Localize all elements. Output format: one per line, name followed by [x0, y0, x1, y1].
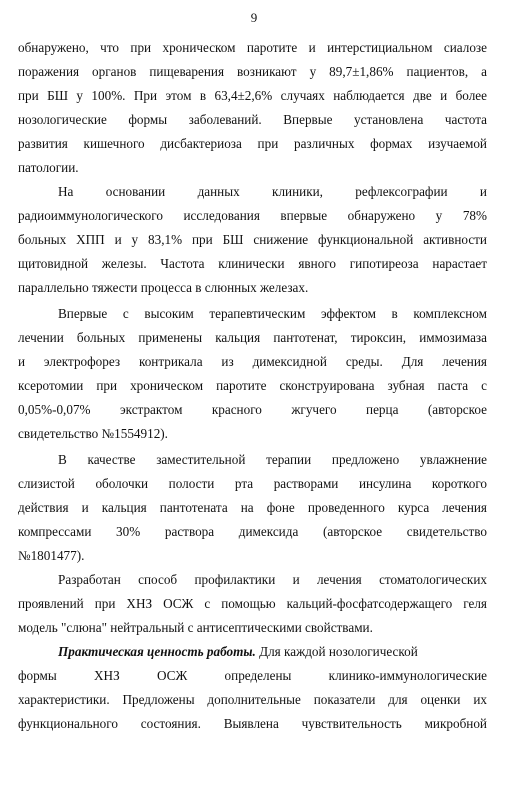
text-line: характеристики. Предложены дополнительные показатели для оценки их: [18, 692, 487, 707]
text-line: проявлений при ХНЗ ОСЖ с помощью кальций-фосфатсодержащего геля: [18, 596, 487, 611]
text-line: и электрофорез контрикала из димексидной среды. Для лечения: [18, 354, 487, 369]
text-line: 0,05%-0,07% экстрактом красного жгучего перца (авторское: [18, 402, 487, 417]
text-line: модель "слюна" нейтральный с антисептическими свойствами.: [18, 620, 373, 635]
page-number: 9: [250, 10, 258, 25]
text-line: нозологические формы заболеваний. Впервые установлена частота: [18, 112, 487, 127]
text-line: обнаружено, что при хроническом паротите и интерстициальном сиалозе: [18, 40, 487, 55]
text-line: ксеротомии при хроническом паротите сконструирована зубная паста с: [18, 378, 487, 393]
text-line: формы ХНЗ ОСЖ определены клинико-иммунологические: [18, 668, 487, 683]
text-line: компрессами 30% раствора димексида (авторское свидетельство: [18, 524, 487, 539]
heading-continuation: Для каждой нозологической: [255, 644, 418, 659]
text-line: свидетельство №1554912).: [18, 426, 168, 441]
text-line: В качестве заместительной терапии предложено увлажнение: [58, 452, 487, 467]
text-line: лечении больных применены кальция пантотенат, тироксин, иммозимаза: [18, 330, 487, 345]
text-line: №1801477).: [18, 548, 85, 563]
text-line: функционального состояния. Выявлена чувствительность микробной: [18, 716, 487, 731]
text-line: радиоиммунологического исследования впервые обнаружено у 78%: [18, 208, 487, 223]
text-line: слизистой оболочки полости рта растворами инсулина короткого: [18, 476, 487, 491]
text-line: действия и кальция пантотената на фоне проведенного курса лечения: [18, 500, 487, 515]
text-line: патологии.: [18, 160, 79, 175]
section-heading: Практическая ценность работы.: [58, 644, 256, 659]
text-line: Разработан способ профилактики и лечения стоматологических: [58, 572, 487, 587]
section-heading-line: [58, 644, 487, 660]
text-line: Впервые с высоким терапевтическим эффектом в комплексном: [58, 306, 487, 321]
text-line: развития кишечного дисбактериоза при различных формах изучаемой: [18, 136, 487, 151]
text-line: На основании данных клиники, рефлексографии и: [58, 184, 487, 199]
text-line: больных ХПП и у 83,1% при БШ снижение функциональной активности: [18, 232, 487, 247]
text-line: параллельно тяжести процесса в слюнных железах.: [18, 280, 309, 295]
text-line: поражения органов пищеварения возникают у 89,7±1,86% пациентов, а: [18, 64, 487, 79]
text-line: при БШ у 100%. При этом в 63,4±2,6% случаях наблюдается две и более: [18, 88, 487, 103]
text-line: щитовидной железы. Частота клинически явного гипотиреоза нарастает: [18, 256, 487, 271]
